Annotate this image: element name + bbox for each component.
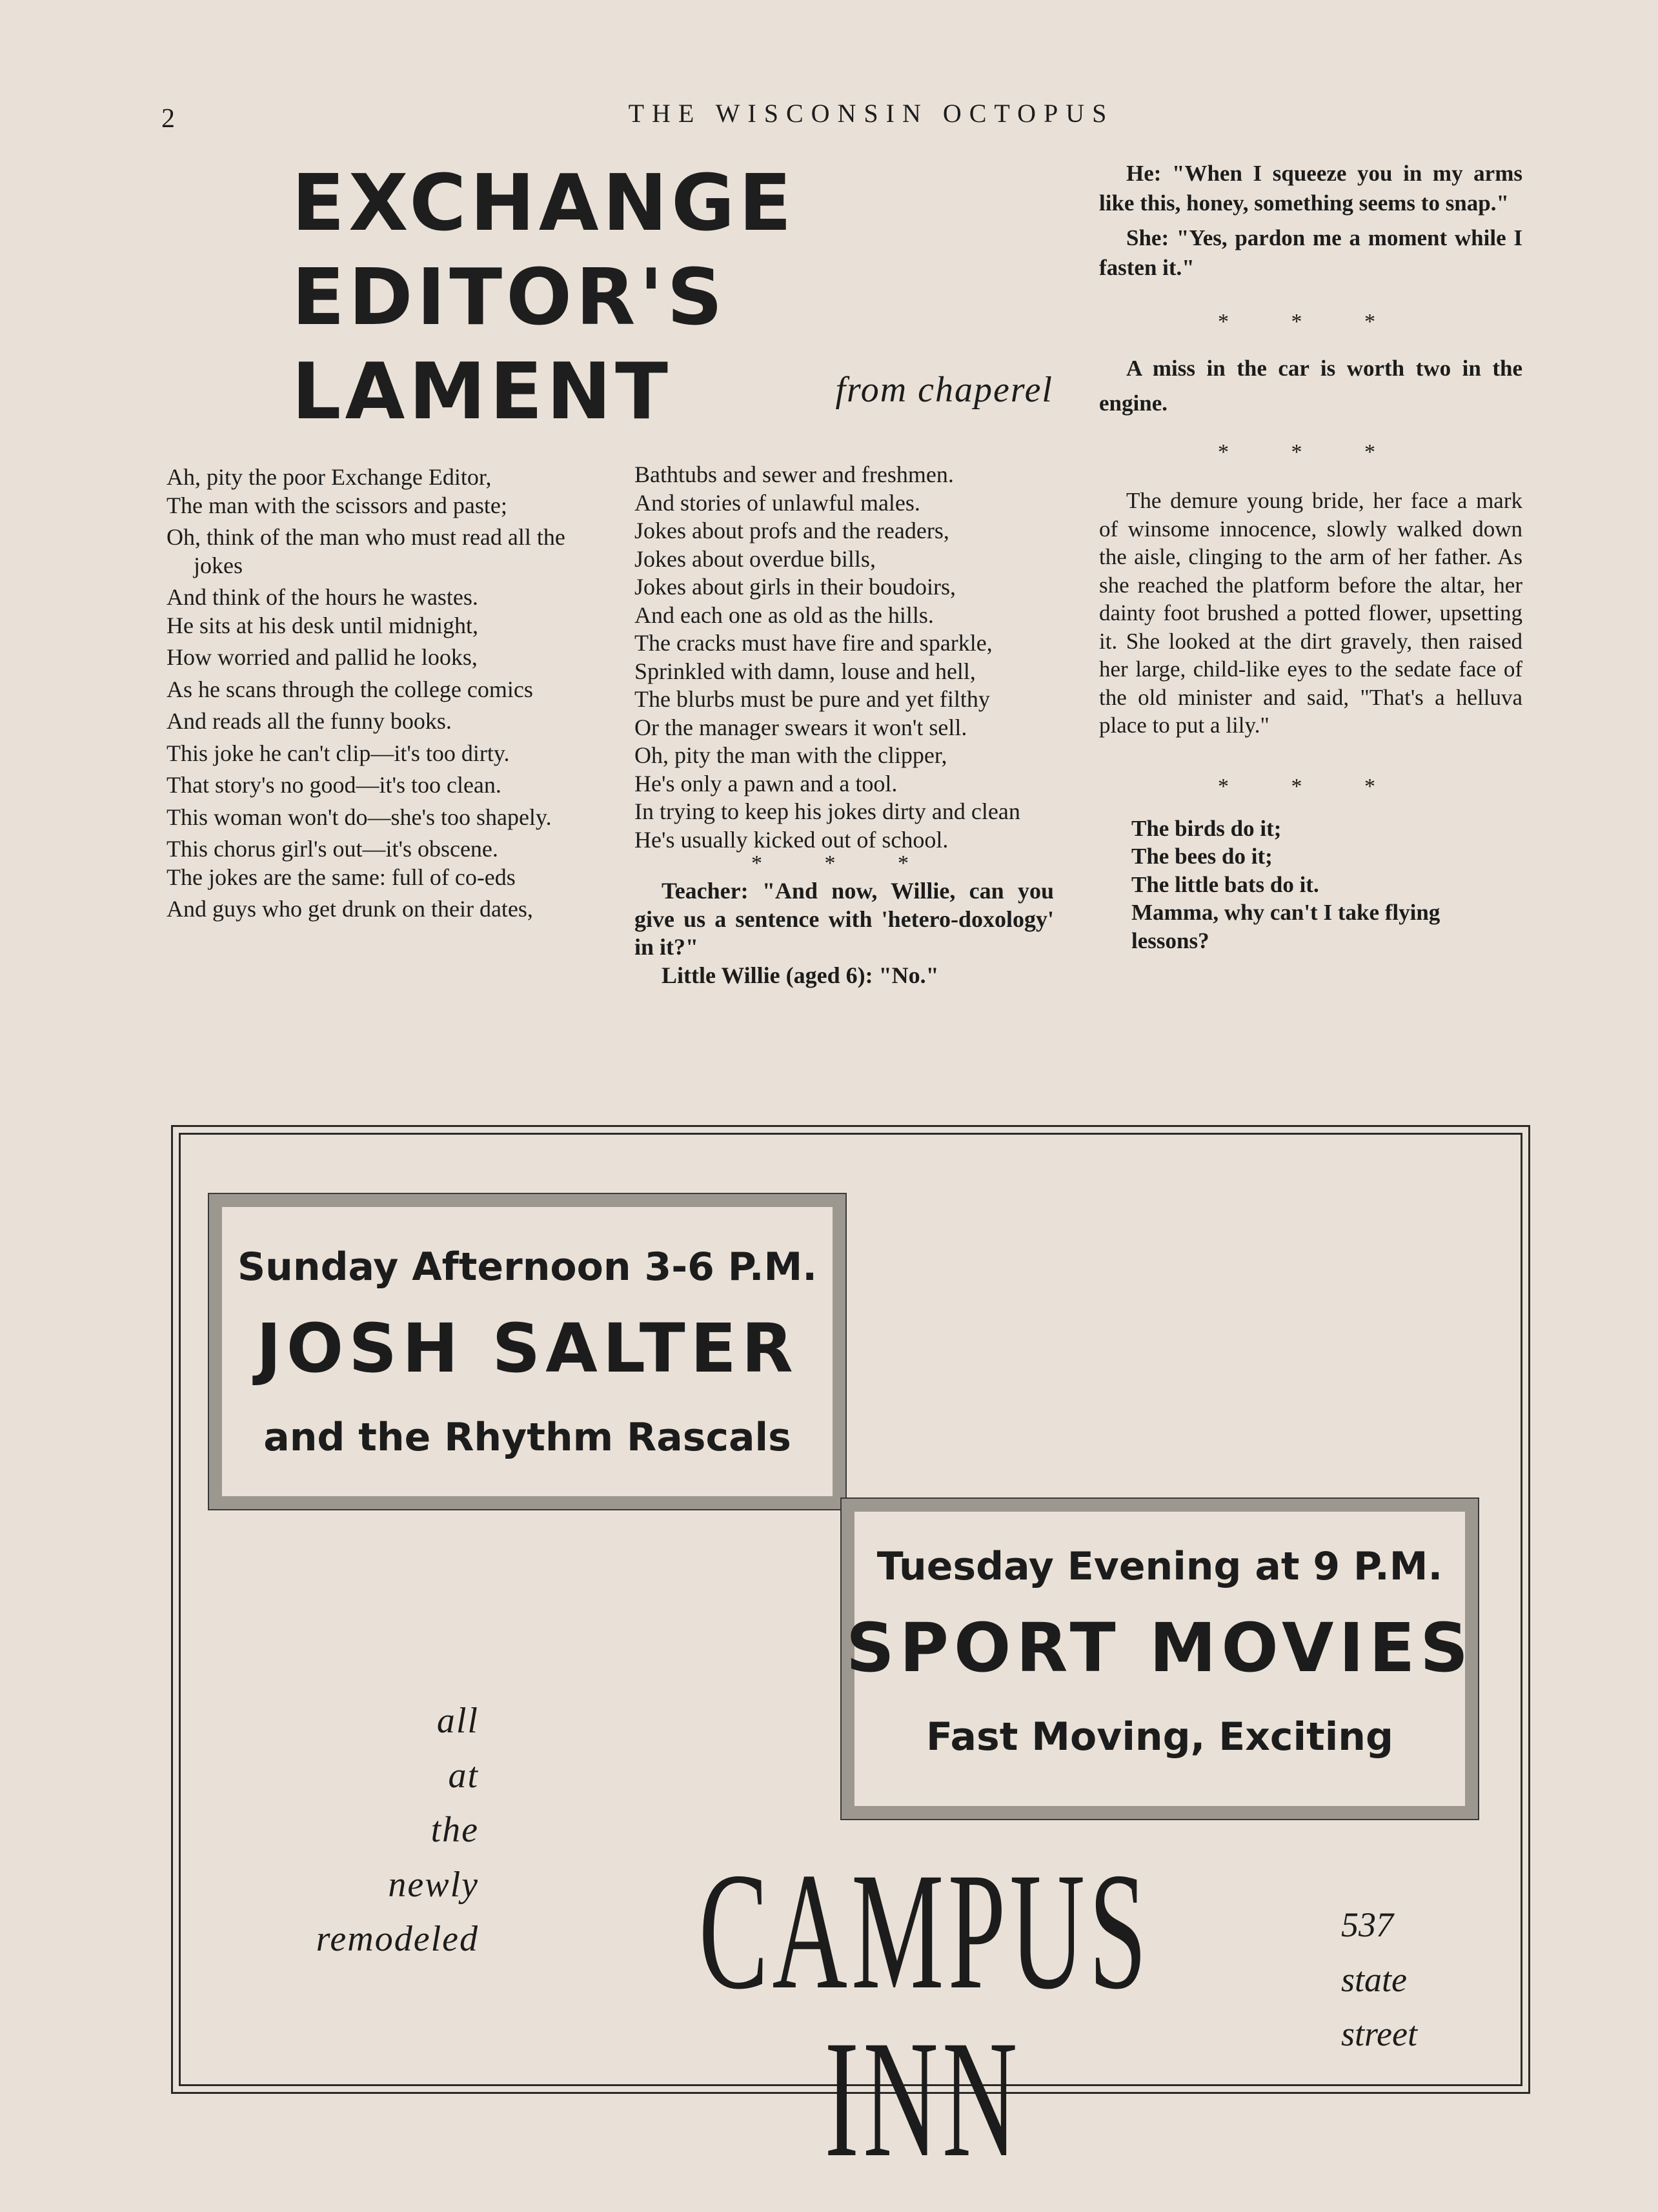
poem-line: The bees do it; <box>1131 844 1273 869</box>
separator: * * * <box>1218 774 1404 798</box>
ad-word: all <box>436 1701 479 1741</box>
birds-poem <box>1099 815 1522 955</box>
separator: * * * <box>1218 440 1404 464</box>
teacher-joke-question: Teacher: "And now, Willie, can you give us a sentence with 'hetero-doxology' in it?" <box>634 878 1054 960</box>
poem-line: Bathtubs and sewer and freshmen. <box>634 462 954 487</box>
ad-word: newly <box>388 1864 479 1905</box>
poem-line: How worried and pallid he looks, <box>167 644 478 670</box>
poem-line: The cracks must have fire and sparkle, <box>634 630 993 656</box>
joke-bride: The demure young bride, her face a mark of winsome innocence, slowly walked down the aisle, clinging to the arm of her father. As she reached the platform before the altar, her dainty foot brushed a potted flower, upsetting it. She looked at the dirt gravely, then raised her large, child-like eyes to the sedate face of the old minister and said, "That's a helluva place to put a lily." <box>1099 488 1522 738</box>
poem-line: The birds do it; <box>1131 815 1282 841</box>
running-title: THE WISCONSIN OCTOPUS <box>628 99 1115 128</box>
poem-line: Oh, think of the man who must read all the jokes <box>167 524 565 578</box>
poem-line: And stories of unlawful males. <box>634 489 920 516</box>
poem-line: As he scans through the college comics <box>167 676 533 702</box>
poem-line: He's usually kicked out of school. <box>634 826 949 853</box>
poem-line: That story's no good—it's too clean. <box>167 772 501 798</box>
teacher-joke-answer: Little Willie (aged 6): "No." <box>662 962 939 988</box>
ad-address <box>1341 1898 1483 2062</box>
poem-line: Or the manager swears it won't sell. <box>634 714 967 740</box>
page-number: 2 <box>161 104 175 134</box>
poem-line: Ah, pity the poor Exchange Editor, <box>167 464 492 490</box>
article-title-line-1: EXCHANGE <box>292 159 796 249</box>
poem-line: The blurbs must be pure and yet filthy <box>634 686 990 712</box>
separator: * * * <box>751 851 937 875</box>
poem-line: And think of the hours he wastes. <box>167 584 478 610</box>
poem-line: In trying to keep his jokes dirty and clean <box>634 798 1020 824</box>
poem-line: Jokes about girls in their boudoirs, <box>634 574 956 600</box>
address-line: street <box>1341 2014 1417 2053</box>
poem-line: He's only a pawn and a tool. <box>634 770 898 797</box>
poem-column-2 <box>634 461 1054 989</box>
rhythm-rascals: and the Rhythm Rascals <box>263 1415 791 1460</box>
poem-line: And guys who get drunk on their dates, <box>167 896 533 922</box>
josh-salter: JOSH SALTER <box>256 1309 798 1388</box>
poem-column-1 <box>167 463 586 924</box>
poem-line: Mamma, why can't I take flying lessons? <box>1131 900 1441 953</box>
poem-line: This woman won't do—she's too shapely. <box>167 804 552 830</box>
campus-inn-name: CAMPUS INN <box>698 1838 1151 2192</box>
poem-line: This chorus girl's out—it's obscene. <box>167 836 498 862</box>
fast-moving: Fast Moving, Exciting <box>926 1714 1393 1760</box>
ad-word: at <box>448 1755 479 1796</box>
poem-line: And each one as old as the hills. <box>634 602 934 628</box>
tuesday-time: Tuesday Evening at 9 P.M. <box>876 1544 1443 1589</box>
ad-left-words <box>245 1694 479 1967</box>
poem-line: Jokes about profs and the readers, <box>634 518 949 543</box>
poem-line: The jokes are the same: full of co-eds <box>167 864 516 890</box>
sunday-time: Sunday Afternoon 3-6 P.M. <box>237 1244 818 1290</box>
poem-line: The man with the scissors and paste; <box>167 492 507 518</box>
poem-line: The little bats do it. <box>1131 871 1319 897</box>
article-byline: from chaperel <box>835 370 1053 410</box>
joke-miss: A miss in the car is worth two in the engine. <box>1099 356 1522 416</box>
poem-line: He sits at his desk until midnight, <box>167 612 478 638</box>
poem-line: Oh, pity the man with the clipper, <box>634 742 947 768</box>
article-title-line-3: LAMENT <box>292 347 672 437</box>
ad-word: the <box>430 1810 479 1850</box>
jokes-column <box>1099 159 1522 955</box>
address-line: 537 <box>1341 1905 1393 1944</box>
address-line: state <box>1341 1960 1407 1999</box>
poem-line: Sprinkled with damn, louse and hell, <box>634 658 976 684</box>
poem-line: Jokes about overdue bills, <box>634 545 876 572</box>
poem-line: And reads all the funny books. <box>167 708 452 734</box>
ad-word: remodeled <box>316 1919 479 1959</box>
joke-she: She: "Yes, pardon me a moment while I fasten it." <box>1099 225 1522 280</box>
poem-line: This joke he can't clip—it's too dirty. <box>167 740 510 766</box>
separator: * * * <box>1218 310 1404 334</box>
sport-movies: SPORT MOVIES <box>845 1608 1474 1687</box>
article-title-line-2: EDITOR'S <box>292 253 727 343</box>
joke-he: He: "When I squeeze you in my arms like this, honey, something seems to snap." <box>1099 161 1522 216</box>
